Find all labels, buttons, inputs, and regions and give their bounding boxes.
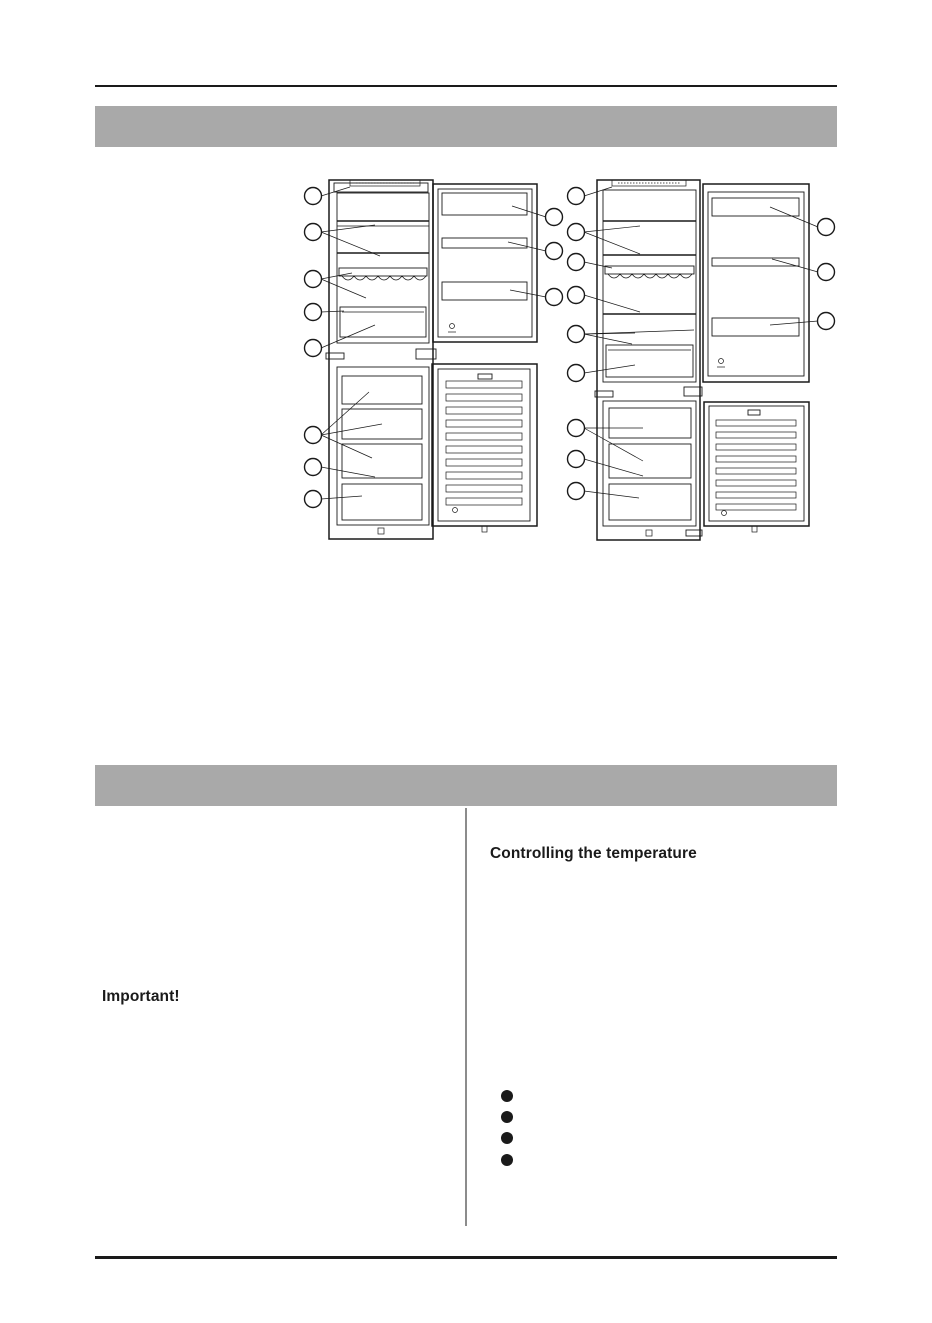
bottom-rule — [95, 1256, 837, 1259]
bullet-3 — [501, 1132, 513, 1144]
bullet-1 — [501, 1090, 513, 1102]
column-divider — [465, 808, 467, 1226]
important-heading: Important! — [102, 988, 180, 1005]
fridge-freezer-diagram — [0, 0, 932, 560]
right-appliance — [568, 180, 835, 540]
bullet-2 — [501, 1111, 513, 1123]
left-appliance — [305, 180, 563, 539]
section-band-bottom — [95, 765, 837, 806]
temperature-heading: Controlling the temperature — [490, 845, 697, 862]
bullet-4 — [501, 1154, 513, 1166]
